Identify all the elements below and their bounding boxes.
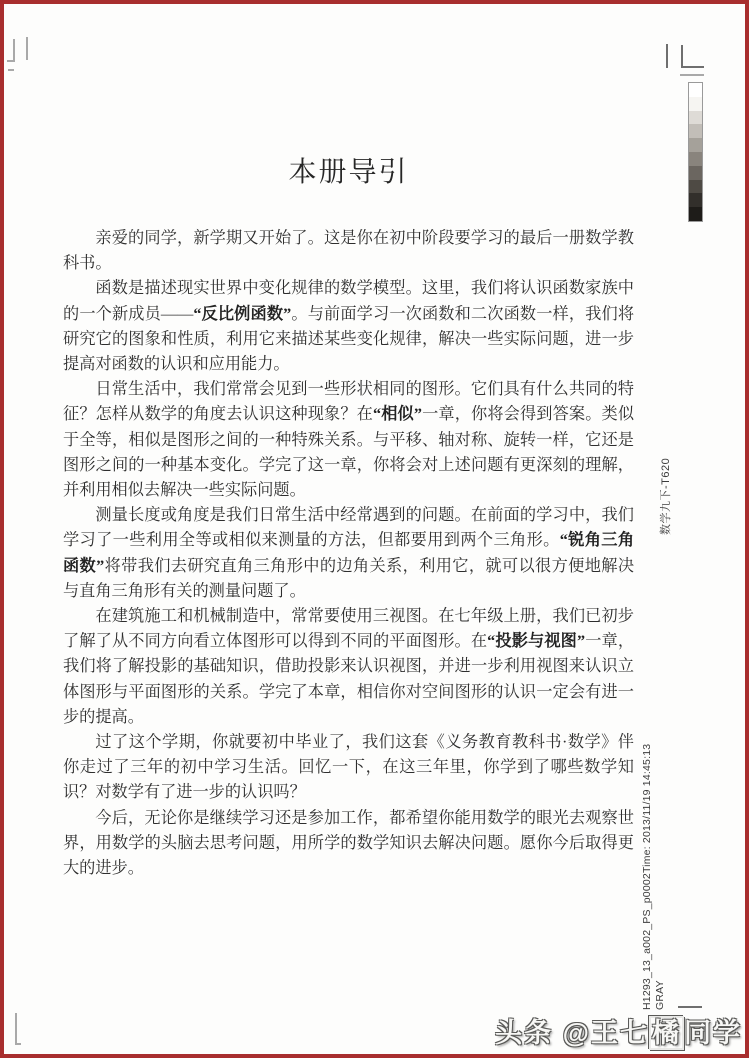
crop-mark-icon [681, 45, 683, 68]
text-run: 亲爱的同学，新学期又开始了。这是你在初中阶段要学习的最后一册数学教科书。 [63, 229, 634, 273]
grayscale-step [689, 138, 702, 152]
crop-mark-icon [680, 74, 704, 76]
paragraph [63, 276, 634, 377]
scan-metadata-text: H1293_13_a002_PS_p0002Time: 2013/11/19 14:45:13 [641, 743, 653, 1010]
text-run-bold: “相似” [372, 405, 422, 424]
text-run: 一章，我们将了解投影的基础知识，借助投影来认识视图，并进一步利用视图来认识立体图形与平面图形的关系。学完了本章，相信你对空间图形的认识一定会有进一步的提高。 [63, 632, 635, 726]
text-run: 今后，无论你是继续学习还是参加工作，都希望你能用数学的眼光去观察世界，用数学的头脑去思考问题，用所学的数学知识去解决问题。愿你今后取得更大的进步。 [63, 808, 634, 878]
text-run: 日常生活中，我们常常会见到一些形状相同的图形。它们具有什么共同的特征？怎样从数学的角度去认识这种现象？在 [63, 380, 634, 424]
watermark-text: 头条 @王七 [495, 1018, 649, 1048]
paragraph [63, 226, 634, 276]
paragraph [63, 730, 634, 806]
crop-mark-icon [13, 39, 15, 62]
watermark-boxed-char: 橘 [649, 1016, 684, 1050]
text-run: 在建筑施工和机械制造中，常常要使用三视图。在七年级上册，我们已初步了解了从不同方向看立体图形可以得到不同的平面图形。在 [63, 607, 634, 651]
grayscale-step [689, 152, 702, 166]
watermark [495, 1011, 742, 1050]
crop-mark-icon [678, 1006, 702, 1008]
body-text [63, 226, 634, 881]
grayscale-step [689, 207, 702, 221]
scan-metadata-vertical-label [641, 744, 667, 1010]
grayscale-step [689, 166, 702, 180]
text-run: 函数是描述现实世界中变化规律的数学模型。这里，我们将认识函数家族中的一个新成员—— [63, 279, 634, 323]
color-mode-label: GRAY [654, 980, 666, 1010]
grayscale-step [689, 97, 702, 111]
crop-mark-icon [15, 1013, 17, 1045]
paragraph [63, 806, 634, 882]
paragraph [63, 503, 634, 604]
grayscale-step [689, 111, 702, 125]
text-run: 将带我们去研究直角三角形中的边角关系，利用它，就可以很方便地解决与直角三角形有关的测量问题了。 [63, 556, 635, 600]
book-code-vertical-label: 数学九下-T620 [660, 457, 672, 535]
grayscale-calibration-bar [688, 82, 703, 222]
text-run-bold: “投影与视图” [487, 632, 586, 651]
text-run: 过了这个学期，你就要初中毕业了，我们这套《义务教育教科书·数学》伴你走过了三年的初中学习生活。回忆一下，在这三年里，你学到了哪些数学知识？对数学有了进一步的认识吗？ [63, 733, 634, 802]
text-run: 一章，你将会得到答案。类似于全等，相似是图形之间的一种特殊关系。与平移、轴对称、旋转一样，它还是图形之间的一种基本变化。学完了这一章，你将会对上述问题有更深刻的理解，并利用相似去解决一些实际问题。 [63, 405, 635, 500]
paragraph [63, 377, 634, 503]
text-run-bold: “锐角三角函数” [63, 531, 635, 575]
grayscale-step [689, 83, 702, 97]
text-run-bold: “反比例函数” [193, 304, 292, 323]
crop-mark-icon [681, 66, 704, 68]
crop-mark-icon [7, 60, 14, 62]
text-run: 。与前面学习一次函数和二次函数一样，我们将研究它的图象和性质，利用它来描述某些变化规律，解决一些实际问题，进一步提高对函数的认识和应用能力。 [63, 304, 635, 374]
grayscale-step [689, 124, 702, 138]
crop-mark-icon [8, 69, 14, 71]
page-title: 本册导引 [288, 157, 409, 188]
watermark-text: 同学 [684, 1018, 742, 1048]
crop-mark-icon [15, 1043, 21, 1045]
text-run: 测量长度或角度是我们日常生活中经常遇到的问题。在前面的学习中，我们学习了一些利用全等或相似来测量的方法，但都要用到两个三角形。 [63, 506, 634, 550]
grayscale-step [689, 193, 702, 207]
crop-mark-icon [26, 37, 28, 60]
paragraph [63, 604, 634, 730]
crop-mark-icon [666, 44, 668, 68]
grayscale-step [689, 180, 702, 194]
